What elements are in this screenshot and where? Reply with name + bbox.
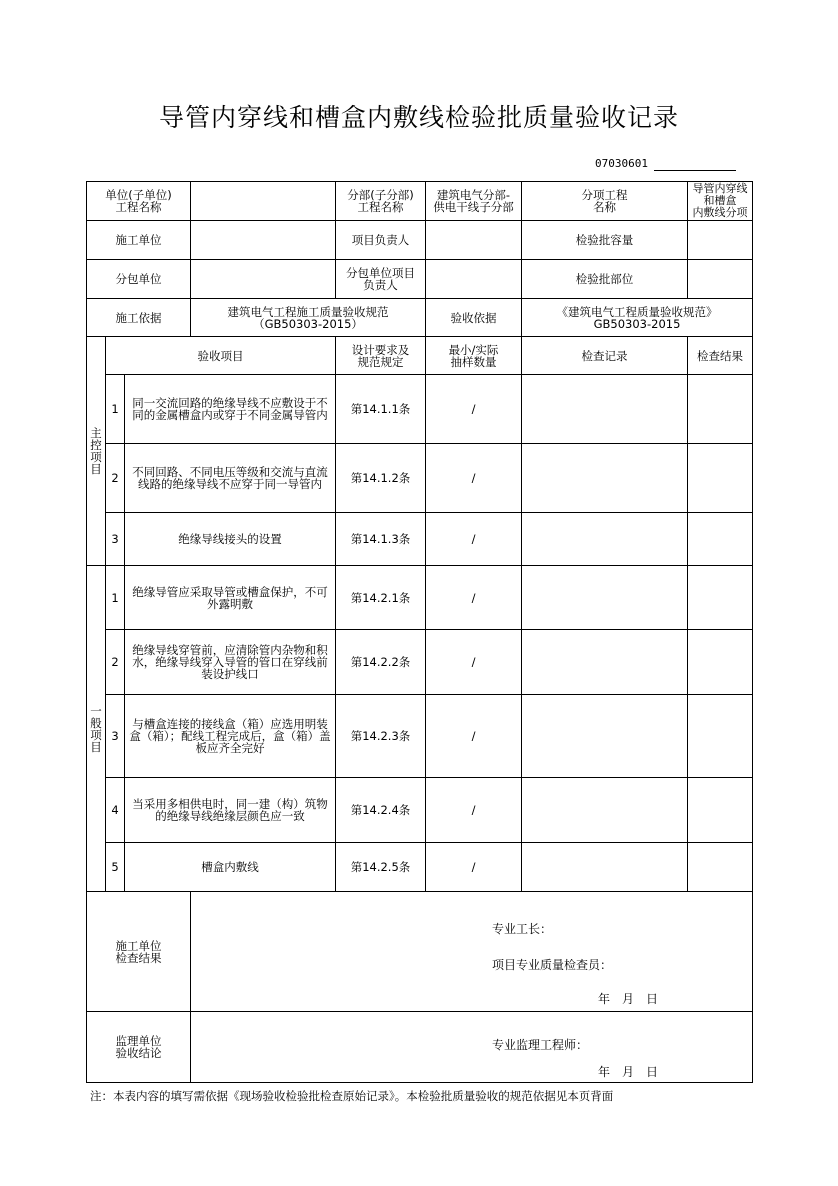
location-value[interactable] [688,260,753,299]
capacity-label: 检验批容量 [522,221,688,260]
main-control-group-label: 主 控 项 目 [87,337,106,566]
item-no: 4 [106,778,125,843]
col-sampling-header: 最小/实际 抽样数量 [426,337,522,375]
item-result[interactable] [688,375,753,444]
contractor-check-area[interactable] [191,892,753,1012]
pm-label: 项目负责人 [336,221,426,260]
item-no: 3 [106,513,125,566]
pm-value[interactable] [426,221,522,260]
division-value[interactable]: 建筑电气分部- 供电干线子分部 [426,182,522,221]
item-sampling[interactable]: / [426,630,522,695]
subitem-value[interactable]: 导管内穿线和槽盒 内敷线分项 [688,182,753,221]
table-row [87,444,753,513]
general-group-label: 一 般 项 目 [87,566,106,892]
contractor-check-label: 施工单位 检查结果 [87,892,191,1012]
sub-pm-label: 分包单位项目 负责人 [336,260,426,299]
col-item-header: 验收项目 [106,337,336,375]
item-clause: 第14.2.2条 [336,630,426,695]
table-row [87,566,753,630]
item-clause: 第14.1.1条 [336,375,426,444]
contractor-date-label: 年 月 日 [598,992,659,1006]
item-text: 与槽盒连接的接线盒（箱）应选用明装盒（箱）；配线工程完成后，盒（箱）盖板应齐全完好 [125,695,336,778]
item-record[interactable] [522,695,688,778]
item-text: 同一交流回路的绝缘导线不应敷设于不同的金属槽盒内或穿于不同金属导管内 [125,375,336,444]
inspection-form [86,181,753,1083]
item-result[interactable] [688,778,753,843]
item-record[interactable] [522,630,688,695]
item-no: 2 [106,630,125,695]
form-code: 07030601 [595,157,648,170]
col-record-header: 检查记录 [522,337,688,375]
item-result[interactable] [688,695,753,778]
item-text: 不同回路、不同电压等级和交流与直流线路的绝缘导线不应穿于同一导管内 [125,444,336,513]
item-no: 5 [106,843,125,892]
basis-value: 建筑电气工程施工质量验收规范 （GB50303-2015） [191,299,426,337]
item-clause: 第14.2.3条 [336,695,426,778]
item-result[interactable] [688,630,753,695]
subcontractor-value[interactable] [191,260,336,299]
item-sampling[interactable]: / [426,444,522,513]
item-clause: 第14.1.2条 [336,444,426,513]
supervisor-date-label: 年 月 日 [598,1065,659,1079]
item-record[interactable] [522,513,688,566]
division-label: 分部(子分部) 工程名称 [336,182,426,221]
table-row [87,513,753,566]
item-record[interactable] [522,444,688,513]
supervising-engineer-label: 专业监理工程师： [492,1038,589,1052]
item-sampling[interactable]: / [426,375,522,444]
table-row [87,843,753,892]
item-record[interactable] [522,843,688,892]
item-record[interactable] [522,778,688,843]
col-requirement-header: 设计要求及 规范规定 [336,337,426,375]
item-result[interactable] [688,843,753,892]
item-no: 3 [106,695,125,778]
item-text: 绝缘导管应采取导管或槽盒保护，不可外露明敷 [125,566,336,630]
item-no: 1 [106,566,125,630]
item-no: 1 [106,375,125,444]
unit-name-label: 单位(子单位) 工程名称 [87,182,191,221]
table-row [87,630,753,695]
item-sampling[interactable]: / [426,566,522,630]
item-sampling[interactable]: / [426,513,522,566]
code-blank-line[interactable] [654,170,736,171]
item-result[interactable] [688,513,753,566]
supervisor-check-area[interactable] [191,1012,753,1083]
subitem-label: 分项工程 名称 [522,182,688,221]
subcontractor-label: 分包单位 [87,260,191,299]
table-row [87,778,753,843]
item-record[interactable] [522,375,688,444]
acceptance-basis-label: 验收依据 [426,299,522,337]
col-result-header: 检查结果 [688,337,753,375]
contractor-value[interactable] [191,221,336,260]
foreman-label: 专业工长： [492,922,553,936]
item-sampling[interactable]: / [426,778,522,843]
item-result[interactable] [688,444,753,513]
item-result[interactable] [688,566,753,630]
item-text: 绝缘导线接头的设置 [125,513,336,566]
supervisor-check-label: 监理单位 验收结论 [87,1012,191,1083]
item-sampling[interactable]: / [426,695,522,778]
item-clause: 第14.2.5条 [336,843,426,892]
table-row [87,695,753,778]
contractor-label: 施工单位 [87,221,191,260]
sub-pm-value[interactable] [426,260,522,299]
page-title: 导管内穿线和槽盒内敷线检验批质量验收记录 [158,103,679,132]
item-sampling[interactable]: / [426,843,522,892]
item-text: 绝缘导线穿管前，应清除管内杂物和积水，绝缘导线穿入导管的管口在穿线前装设护线口 [125,630,336,695]
item-text: 当采用多相供电时，同一建（构）筑物的绝缘导线绝缘层颜色应一致 [125,778,336,843]
basis-label: 施工依据 [87,299,191,337]
item-clause: 第14.1.3条 [336,513,426,566]
acceptance-basis-value: 《建筑电气工程质量验收规范》 GB50303-2015 [522,299,753,337]
item-clause: 第14.2.4条 [336,778,426,843]
item-clause: 第14.2.1条 [336,566,426,630]
table-row [87,375,753,444]
item-record[interactable] [522,566,688,630]
item-text: 槽盒内敷线 [125,843,336,892]
unit-name-value[interactable] [191,182,336,221]
quality-inspector-label: 项目专业质量检查员： [492,958,613,972]
item-no: 2 [106,444,125,513]
capacity-value[interactable] [688,221,753,260]
location-label: 检验批部位 [522,260,688,299]
footnote: 注：本表内容的填写需依据《现场验收检验批检查原始记录》。本检验批质量验收的规范依据见本页背面 [90,1089,614,1103]
